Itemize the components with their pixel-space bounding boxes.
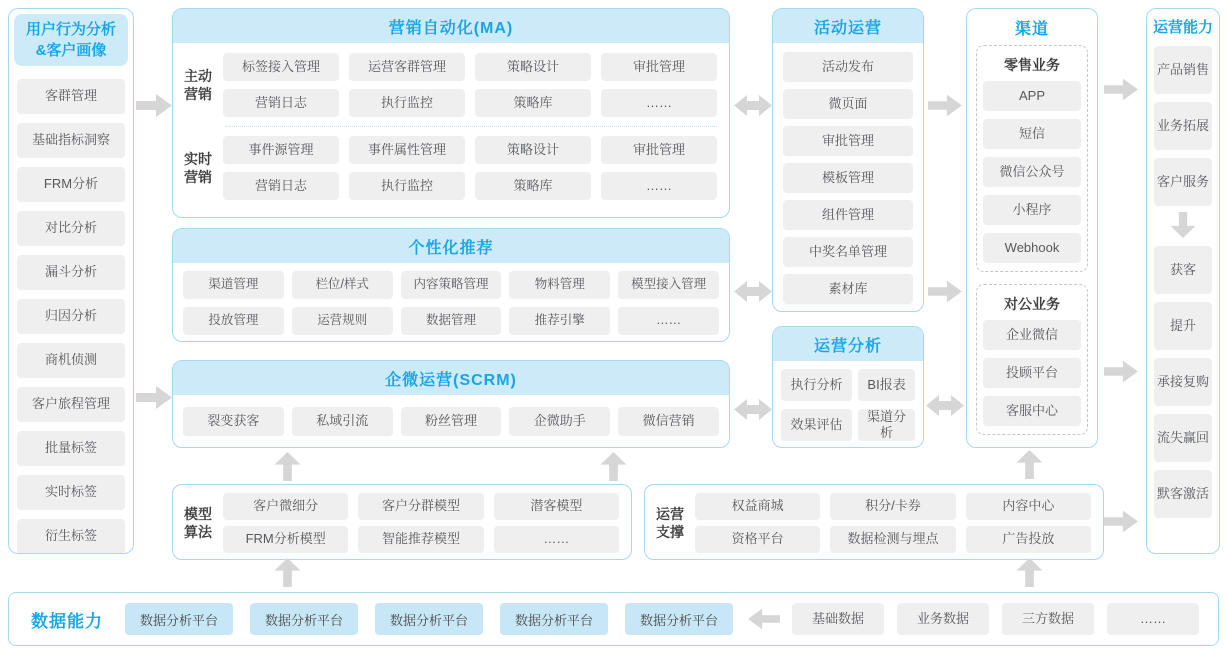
- module-chip: 营销日志: [223, 89, 339, 117]
- module-chip: 获客: [1154, 246, 1212, 294]
- realtime-marketing-label: 实时营销: [184, 150, 212, 185]
- arrow-right-icon: [1104, 358, 1138, 385]
- campaign-operations-panel: [772, 8, 924, 312]
- data-source-items: [792, 603, 1212, 635]
- module-chip: 广告投放: [966, 526, 1091, 553]
- user-behavior-panel: [8, 8, 134, 554]
- arrow-down-icon: [1170, 212, 1196, 238]
- module-chip: 短信: [983, 119, 1081, 149]
- module-chip: 业务拓展: [1154, 102, 1212, 150]
- corporate-business-group: [976, 284, 1088, 435]
- arrow-left-icon: [748, 605, 780, 633]
- retail-business-group: [976, 45, 1088, 272]
- module-chip: 私域引流: [292, 407, 393, 436]
- module-chip: 审批管理: [601, 136, 717, 164]
- operation-capability-title: 运营能力: [1152, 19, 1213, 36]
- channel-panel: [966, 8, 1098, 448]
- arrow-up-icon: [600, 452, 627, 481]
- data-platform-chip: 数据分析平台: [500, 603, 608, 635]
- module-chip: ……: [494, 526, 619, 553]
- module-chip: 企微助手: [509, 407, 610, 436]
- operation-capability-top-items: [1147, 44, 1219, 206]
- model-algorithm-items: [223, 493, 619, 553]
- data-source-chip: 三方数据: [1002, 603, 1094, 635]
- module-chip: 客户旅程管理: [17, 387, 125, 422]
- module-chip: ……: [601, 172, 717, 200]
- retail-business-label: 零售业务: [1004, 57, 1060, 73]
- module-chip: 归因分析: [17, 299, 125, 334]
- module-chip: 执行监控: [349, 89, 465, 117]
- personalized-recommendation-items: [173, 263, 729, 335]
- module-chip: 数据检测与埋点: [830, 526, 955, 553]
- user-behavior-title: [14, 14, 128, 66]
- module-chip: 产品销售: [1154, 46, 1212, 94]
- data-capability-bar: [8, 592, 1219, 646]
- scrm-panel: [172, 360, 730, 448]
- module-chip: 权益商城: [695, 493, 820, 520]
- module-chip: 运营规则: [292, 307, 393, 335]
- module-chip: 资格平台: [695, 526, 820, 553]
- module-chip: 裂变获客: [183, 407, 284, 436]
- realtime-marketing-items: [223, 136, 717, 200]
- module-chip: 积分/卡券: [830, 493, 955, 520]
- arrow-up-icon: [1016, 450, 1043, 479]
- operation-analysis-panel: [772, 326, 924, 448]
- operation-analysis-items: [773, 361, 923, 441]
- arrow-right-icon: [136, 384, 172, 411]
- marketing-automation-panel: [172, 8, 730, 218]
- model-algorithm-body: [173, 485, 631, 553]
- arrow-left-right-icon: [734, 278, 772, 305]
- realtime-marketing-group: [181, 136, 717, 200]
- model-algorithm-label: 模型算法: [184, 505, 212, 540]
- corporate-business-items: [983, 320, 1081, 426]
- module-chip: 客户服务: [1154, 158, 1212, 206]
- module-chip: 小程序: [983, 195, 1081, 225]
- module-chip: 物料管理: [509, 271, 610, 299]
- module-chip: 承接复购: [1154, 358, 1212, 406]
- data-capability-title: 数据能力: [31, 611, 103, 631]
- module-chip: 基础指标洞察: [17, 123, 125, 158]
- arrow-right-icon: [136, 92, 172, 119]
- operation-analysis-title: 运营分析: [773, 327, 923, 361]
- module-chip: APP: [983, 81, 1081, 111]
- module-chip: 事件属性管理: [349, 136, 465, 164]
- arrow-right-icon: [1104, 508, 1138, 535]
- module-chip: 素材库: [783, 274, 913, 304]
- marketing-automation-body: [173, 43, 729, 200]
- module-chip: 营销日志: [223, 172, 339, 200]
- arrow-left-right-icon: [734, 396, 772, 423]
- data-platform-chip: 数据分析平台: [625, 603, 733, 635]
- module-chip: BI报表: [858, 369, 915, 401]
- data-source-chip: ……: [1107, 603, 1199, 635]
- module-chip: 运营客群管理: [349, 53, 465, 81]
- arrow-right-icon: [1104, 76, 1138, 103]
- module-chip: 栏位/样式: [292, 271, 393, 299]
- arrow-up-icon: [274, 558, 301, 587]
- operation-capability-panel: [1146, 8, 1220, 554]
- module-chip: 审批管理: [601, 53, 717, 81]
- module-chip: 渠道管理: [183, 271, 284, 299]
- active-marketing-group: [181, 53, 717, 117]
- module-chip: 渠道分析: [858, 409, 915, 441]
- module-chip: Webhook: [983, 233, 1081, 263]
- module-chip: 粉丝管理: [401, 407, 502, 436]
- module-chip: 流失赢回: [1154, 414, 1212, 462]
- module-chip: 客户分群模型: [358, 493, 483, 520]
- campaign-operations-items: [773, 43, 923, 304]
- arrow-up-icon: [274, 452, 301, 481]
- personalized-recommendation-title: 个性化推荐: [173, 229, 729, 263]
- corporate-business-label: 对公业务: [1004, 296, 1060, 312]
- module-chip: 实时标签: [17, 475, 125, 510]
- user-behavior-items: [9, 71, 133, 554]
- arrow-left-right-icon: [926, 392, 964, 419]
- channel-title: 渠道: [1014, 20, 1049, 38]
- model-algorithm-panel: [172, 484, 632, 560]
- module-chip: 策略库: [475, 172, 591, 200]
- data-platform-items: [125, 603, 750, 635]
- active-marketing-label: 主动营销: [184, 67, 212, 102]
- module-chip: 潜客模型: [494, 493, 619, 520]
- module-chip: 提升: [1154, 302, 1212, 350]
- module-chip: 活动发布: [783, 52, 913, 82]
- capability-flow: [1147, 206, 1219, 244]
- marketing-automation-title: 营销自动化(MA): [173, 9, 729, 43]
- module-chip: 客服中心: [983, 396, 1081, 426]
- active-marketing-items: [223, 53, 717, 117]
- operation-support-panel: [644, 484, 1104, 560]
- module-chip: 漏斗分析: [17, 255, 125, 290]
- scrm-title: 企微运营(SCRM): [173, 361, 729, 395]
- campaign-operations-title: 活动运营: [773, 9, 923, 43]
- module-chip: 中奖名单管理: [783, 237, 913, 267]
- data-platform-chip: 数据分析平台: [250, 603, 358, 635]
- module-chip: 标签接入管理: [223, 53, 339, 81]
- module-chip: 对比分析: [17, 211, 125, 246]
- module-chip: 组件管理: [783, 200, 913, 230]
- module-chip: 事件源管理: [223, 136, 339, 164]
- module-chip: 模板管理: [783, 163, 913, 193]
- module-chip: 推荐引擎: [509, 307, 610, 335]
- module-chip: 批量标签: [17, 431, 125, 466]
- module-chip: 策略设计: [475, 53, 591, 81]
- module-chip: 执行监控: [349, 172, 465, 200]
- operation-support-label: 运营支撑: [656, 505, 684, 540]
- data-platform-chip: 数据分析平台: [125, 603, 233, 635]
- module-chip: 微信公众号: [983, 157, 1081, 187]
- module-chip: 策略设计: [475, 136, 591, 164]
- module-chip: 效果评估: [781, 409, 852, 441]
- module-chip: 投放管理: [183, 307, 284, 335]
- operation-support-body: [645, 485, 1103, 553]
- module-chip: 策略库: [475, 89, 591, 117]
- module-chip: 客户微细分: [223, 493, 348, 520]
- scrm-items: [173, 395, 729, 436]
- module-chip: 投顾平台: [983, 358, 1081, 388]
- user-behavior-title-line1: 用户行为分析: [25, 21, 116, 38]
- module-chip: 微信营销: [618, 407, 719, 436]
- operation-support-items: [695, 493, 1091, 553]
- module-chip: 智能推荐模型: [358, 526, 483, 553]
- user-behavior-title-line2: &客户画像: [35, 42, 107, 59]
- module-chip: 默客激活: [1154, 470, 1212, 518]
- module-chip: 企业微信: [983, 320, 1081, 350]
- arrow-right-icon: [928, 278, 962, 305]
- module-chip: FRM分析模型: [223, 526, 348, 553]
- arrow-up-icon: [1016, 558, 1043, 587]
- module-chip: 衍生标签: [17, 519, 125, 554]
- arrow-left-right-icon: [734, 92, 772, 119]
- data-source-chip: 业务数据: [897, 603, 989, 635]
- module-chip: ……: [618, 307, 719, 335]
- module-chip: 微页面: [783, 89, 913, 119]
- module-chip: 内容策略管理: [401, 271, 502, 299]
- arrow-right-icon: [928, 92, 962, 119]
- module-chip: 审批管理: [783, 126, 913, 156]
- data-source-chip: 基础数据: [792, 603, 884, 635]
- retail-business-items: [983, 81, 1081, 263]
- module-chip: ……: [601, 89, 717, 117]
- module-chip: 客群管理: [17, 79, 125, 114]
- personalized-recommendation-panel: [172, 228, 730, 342]
- divider: [225, 126, 717, 127]
- operation-capability-bottom-items: [1147, 244, 1219, 518]
- module-chip: 模型接入管理: [618, 271, 719, 299]
- module-chip: FRM分析: [17, 167, 125, 202]
- module-chip: 执行分析: [781, 369, 852, 401]
- module-chip: 数据管理: [401, 307, 502, 335]
- module-chip: 内容中心: [966, 493, 1091, 520]
- module-chip: 商机侦测: [17, 343, 125, 378]
- data-platform-chip: 数据分析平台: [375, 603, 483, 635]
